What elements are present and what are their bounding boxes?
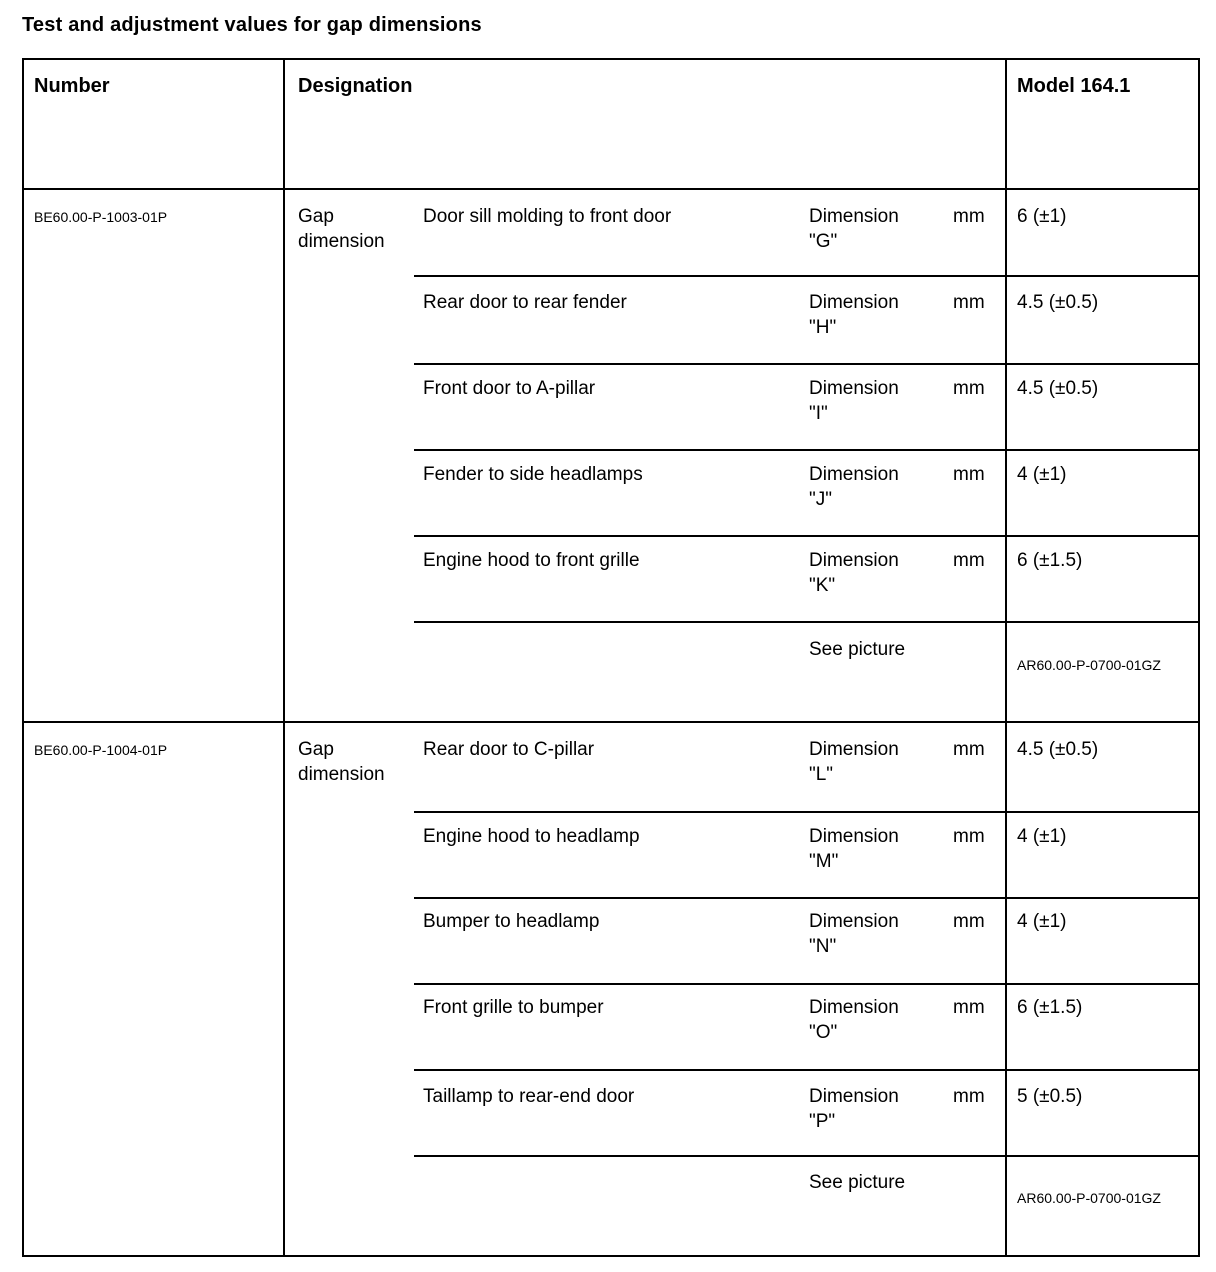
column-divider bbox=[1005, 60, 1007, 1255]
row-description: Engine hood to front grille bbox=[423, 550, 640, 571]
picture-reference: AR60.00-P-0700-01GZ bbox=[1017, 657, 1161, 673]
row-dimension: Dimension "J" bbox=[809, 464, 899, 510]
group-number: BE60.00-P-1003-01P bbox=[34, 209, 168, 225]
page-title: Test and adjustment values for gap dimensions bbox=[22, 14, 482, 36]
row-dimension: Dimension "K" bbox=[809, 550, 899, 596]
row-divider bbox=[414, 1155, 1198, 1157]
row-description: Bumper to headlamp bbox=[423, 911, 600, 932]
row-unit: mm bbox=[953, 378, 985, 399]
row-dimension: Dimension "I" bbox=[809, 378, 899, 424]
see-picture-label: See picture bbox=[809, 1172, 906, 1193]
gap-dimensions-table bbox=[22, 58, 1200, 1257]
group-number: BE60.00-P-1004-01P bbox=[34, 742, 168, 758]
row-unit: mm bbox=[953, 997, 985, 1018]
row-dimension: Dimension "P" bbox=[809, 1086, 899, 1132]
row-description: Rear door to C-pillar bbox=[423, 739, 595, 760]
row-unit: mm bbox=[953, 292, 985, 313]
row-dimension: Dimension "O" bbox=[809, 997, 899, 1043]
row-unit: mm bbox=[953, 1086, 985, 1107]
row-dimension: Dimension "N" bbox=[809, 911, 899, 957]
row-unit: mm bbox=[953, 739, 985, 760]
row-divider bbox=[414, 535, 1198, 537]
row-dimension: Dimension "L" bbox=[809, 739, 899, 785]
group-divider bbox=[24, 721, 1198, 723]
row-unit: mm bbox=[953, 464, 985, 485]
row-description: Engine hood to headlamp bbox=[423, 826, 640, 847]
row-value: 4 (±1) bbox=[1017, 826, 1067, 847]
group-designation: Gap dimension bbox=[298, 739, 385, 785]
row-divider bbox=[414, 449, 1198, 451]
row-value: 4.5 (±0.5) bbox=[1017, 739, 1099, 760]
row-divider bbox=[414, 811, 1198, 813]
header-divider bbox=[24, 188, 1198, 190]
header-number: Number bbox=[34, 75, 110, 97]
row-unit: mm bbox=[953, 550, 985, 571]
column-divider bbox=[283, 60, 285, 1255]
row-description: Taillamp to rear-end door bbox=[423, 1086, 635, 1107]
row-divider bbox=[414, 897, 1198, 899]
row-value: 6 (±1.5) bbox=[1017, 550, 1083, 571]
row-unit: mm bbox=[953, 911, 985, 932]
row-value: 4.5 (±0.5) bbox=[1017, 292, 1099, 313]
row-description: Front door to A-pillar bbox=[423, 378, 596, 399]
row-unit: mm bbox=[953, 206, 985, 227]
row-value: 4.5 (±0.5) bbox=[1017, 378, 1099, 399]
row-value: 4 (±1) bbox=[1017, 464, 1067, 485]
row-unit: mm bbox=[953, 826, 985, 847]
row-dimension: Dimension "H" bbox=[809, 292, 899, 338]
row-divider bbox=[414, 363, 1198, 365]
row-divider bbox=[414, 983, 1198, 985]
header-model: Model 164.1 bbox=[1017, 75, 1131, 97]
row-divider bbox=[414, 275, 1198, 277]
row-value: 4 (±1) bbox=[1017, 911, 1067, 932]
row-value: 5 (±0.5) bbox=[1017, 1086, 1083, 1107]
row-value: 6 (±1) bbox=[1017, 206, 1067, 227]
group-designation: Gap dimension bbox=[298, 206, 385, 252]
row-divider bbox=[414, 621, 1198, 623]
row-dimension: Dimension "M" bbox=[809, 826, 899, 872]
row-value: 6 (±1.5) bbox=[1017, 997, 1083, 1018]
row-description: Door sill molding to front door bbox=[423, 206, 672, 227]
row-description: Front grille to bumper bbox=[423, 997, 604, 1018]
row-divider bbox=[414, 1069, 1198, 1071]
row-description: Rear door to rear fender bbox=[423, 292, 627, 313]
picture-reference: AR60.00-P-0700-01GZ bbox=[1017, 1190, 1161, 1206]
row-description: Fender to side headlamps bbox=[423, 464, 643, 485]
header-designation: Designation bbox=[298, 75, 413, 97]
see-picture-label: See picture bbox=[809, 639, 906, 660]
row-dimension: Dimension "G" bbox=[809, 206, 899, 252]
